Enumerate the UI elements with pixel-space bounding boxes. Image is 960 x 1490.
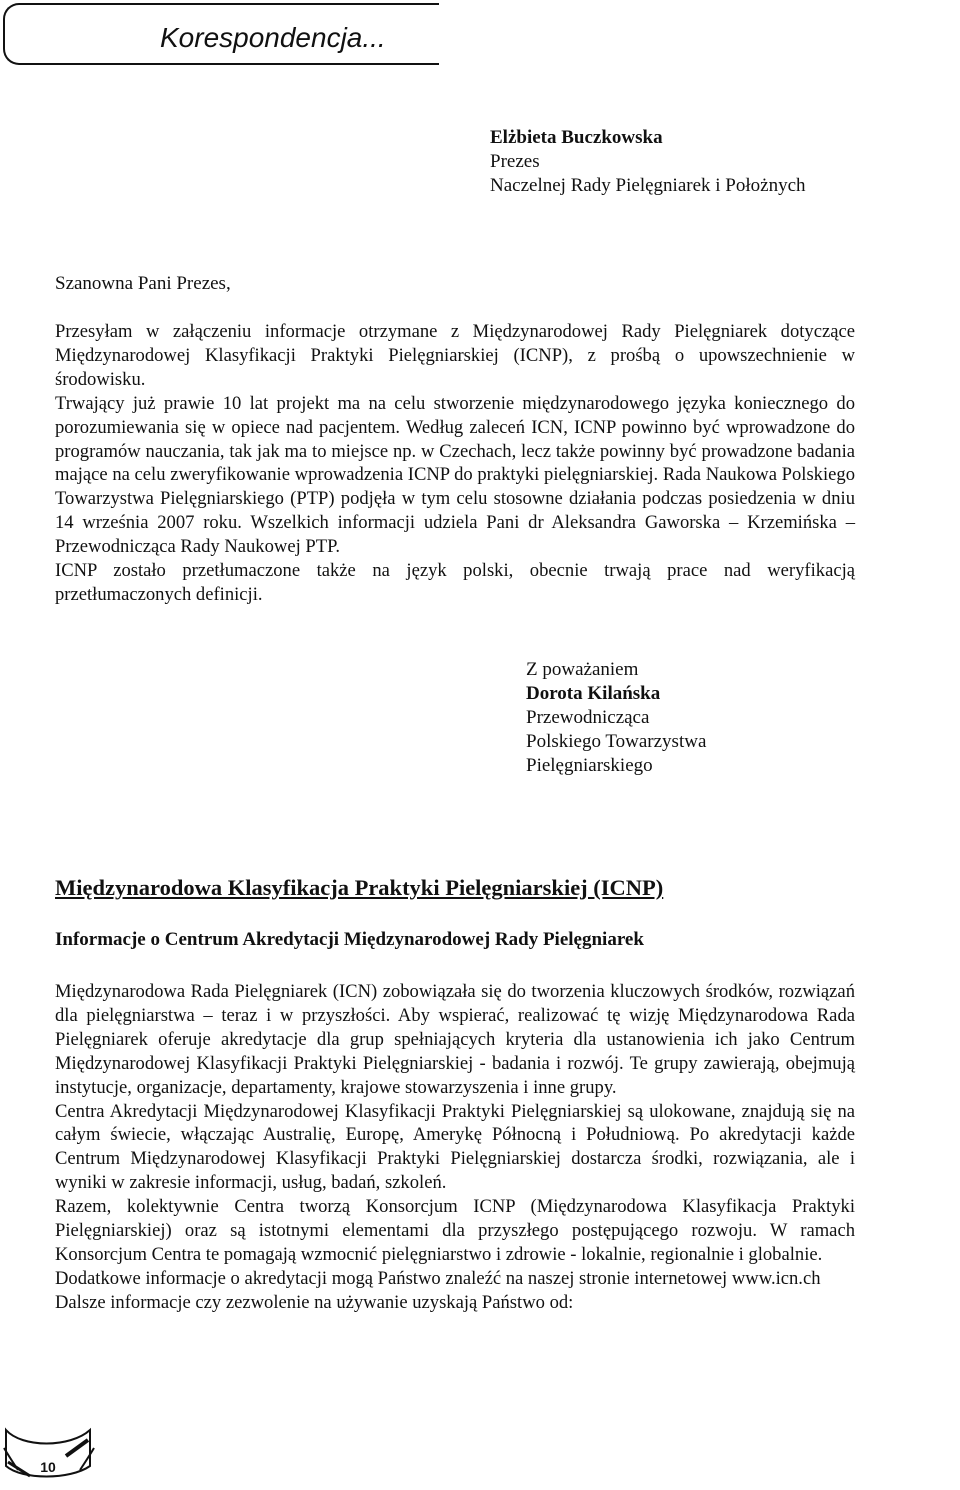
recipient-block (490, 126, 806, 198)
letter-paragraph: ICNP zostało przetłumaczone także na język polski, obecnie trwają prace nad weryfikacją przetłumaczonych definicji. (55, 560, 855, 605)
icnp-paragraph: Centra Akredytacji Międzynarodowej Klasyfikacji Praktyki Pielęgniarskiej są ulokowane, znajdują się na całym świecie, włączając Australię, Europę, Amerykę Północną i Południową. Po akredytacji każde Centrum Międzynarodowej Klasyfikacji Praktyki Pielęgniarskiej dostarcza środki, rozwiązania, ale i wyniki w zakresie informacji, usług, badań, szkoleń. (55, 1100, 855, 1194)
letter-body (55, 320, 855, 607)
signer-name: Dorota Kilańska (526, 683, 661, 704)
recipient-name: Elżbieta Buczkowska (490, 127, 663, 148)
closing-greeting: Z poważaniem (526, 659, 639, 680)
page-header-title: Korespondencja... (160, 22, 386, 53)
signer-organization-line-2: Pielęgniarskiego (526, 755, 653, 776)
icnp-section-body (55, 980, 855, 1315)
section-subheading: Informacje o Centrum Akredytacji Międzynarodowej Rady Pielęgniarek (55, 929, 644, 950)
icnp-paragraph: Razem, kolektywnie Centra tworzą Konsorcjum ICNP (Międzynarodowa Klasyfikacja Praktyki Pielęgniarskiej) oraz są istotnymi elementami dla przyszłego postępującego rozwoju. W ramach Konsorcjum Centra te pomagają wzmocnić pielęgniarstwo i zdrowie - lokalnie, regionalnie i globalnie. (55, 1196, 855, 1265)
signer-organization-line-1: Polskiego Towarzystwa (526, 731, 707, 752)
icnp-paragraph: Międzynarodowa Rada Pielęgniarek (ICN) zobowiązała się do tworzenia kluczowych środków, rozwiązań dla pielęgniarstwa – teraz i w przyszłości. Aby wspierać, realizować tę wizję Międzynarodowa Rada Pielęgniarek oferuje akredytacje dla grup spełniających kryteria dla ustanowienia ich jako Centrum Międzynarodowej Klasyfikacji Praktyki Pielęgniarskiej - badania i rozwój. Te grupy zawierają, obejmują instytucje, organizacje, departamenty, krajowe stowarzyszenia i inne grupy. (55, 981, 855, 1098)
recipient-organization: Naczelnej Rady Pielęgniarek i Położnych (490, 175, 806, 196)
letter-salutation: Szanowna Pani Prezes, (55, 273, 231, 294)
letter-paragraph: Trwający już prawie 10 lat projekt ma na celu stworzenie międzynarodowego języka koniecznego do porozumiewania się w opiece nad pacjentem. Według zaleceń ICN, ICNP powinno być wprowadzone do programów nauczania, tak jak ma to miejsce np. w Czechach, lecz także powinny być prowadzone badania mające na celu zweryfikowanie wprowadzenia ICNP do praktyki pielęgniarskiej. Rada Naukowa Polskiego Towarzystwa Pielęgniarskiego (PTP) podjęła w tym celu stosowne działania podczas posiedzenia w dniu 14 września 2007 roku. Wszelkich informacji udziela Pani dr Aleksandra Gaworska – Krzemińska – Przewodnicząca Rady Naukowej PTP. (55, 392, 855, 558)
letter-paragraph: Przesyłam w załączeniu informacje otrzymane z Międzynarodowej Rady Pielęgniarek dotyczące Międzynarodowej Klasyfikacji Praktyki Pielęgniarskiej (ICNP), z prośbą o upowszechnienie w środowisku. (55, 321, 855, 390)
letter-closing (526, 658, 706, 778)
signer-title: Przewodnicząca (526, 707, 650, 728)
page-number: 10 (40, 1459, 56, 1475)
icnp-paragraph: Dodatkowe informacje o akredytacji mogą Państwo znaleźć na naszej stronie internetowej www.icn.ch (55, 1267, 821, 1289)
icnp-paragraph: Dalsze informacje czy zezwolenie na używanie uzyskają Państwo od: (55, 1291, 574, 1313)
recipient-role: Prezes (490, 151, 540, 172)
section-heading: Międzynarodowa Klasyfikacja Praktyki Pielęgniarskiej (ICNP) (55, 875, 664, 900)
